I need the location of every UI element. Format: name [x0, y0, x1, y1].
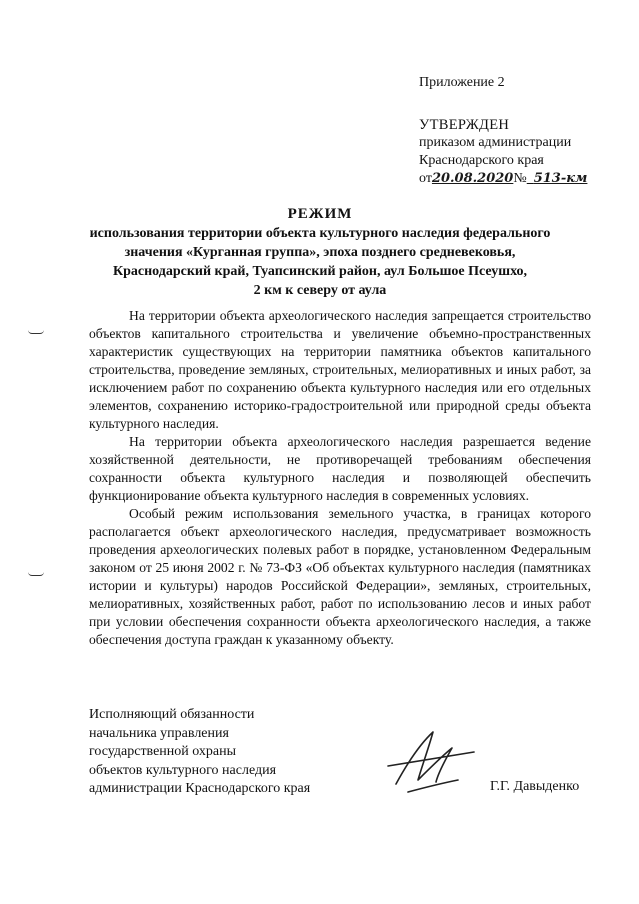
body-paragraph-1: На территории объекта археологического наследия запрещается строительство объектов капитального строительства и увеличение объемно-пространственных характеристик существующих на территории памятника объектов капитального строительства, проведение земляных, строительных, мелиоративных и иных работ, за исключением работ по сохранению объекта культурного наследия или его отдельных элементов, сохранению историко-градостроительной или природной среды объекта культурного наследия. [89, 308, 591, 431]
signatory-line-1: Исполняющий обязанности [89, 707, 255, 722]
approved-title: УТВЕРЖДЕН [419, 117, 510, 133]
order-number-spacer [527, 171, 534, 186]
appendix-label: Приложение 2 [419, 75, 505, 90]
order-prefix: от [419, 171, 432, 186]
heading-line-1: использования территории объекта культурного наследия федерального [89, 226, 551, 241]
signatory-name: Г.Г. Давыденко [490, 779, 580, 794]
order-number: 513-км [533, 171, 588, 186]
hole-punch-mark-top [28, 330, 44, 334]
body-paragraph-3: Особый режим использования земельного участка, в границах которого располагается объект археологического наследия, предусматривает возможность проведения археологических полевых работ в порядке, установленном Федеральным законом от 25 июня 2002 г. № 73-ФЗ «Об объектах культурного наследия (памятниках истории и культуры) народов Российской Федерации», земляных, строительных, мелиоративных, хозяйственных работ, работ по использованию лесов и иных работ при условии обеспечения сохранности объекта археологического наследия, а также обеспечения доступа граждан к указанному объекту. [89, 506, 591, 647]
order-date: 20.08.2020 [431, 171, 514, 186]
approved-by-line-2: Краснодарского края [419, 153, 544, 168]
document-body [89, 307, 591, 649]
signatory-line-3: государственной охраны [89, 744, 237, 759]
order-line [419, 170, 587, 188]
approved-by-line-1: приказом администрации [419, 135, 572, 150]
signatory-line-4: объектов культурного наследия [89, 762, 277, 778]
signatory-line-5: администрации Краснодарского края [89, 781, 311, 796]
signatory-line-2: начальника управления [89, 725, 229, 741]
heading-title: РЕЖИМ [287, 206, 353, 222]
heading-line-3: Краснодарский край, Туапсинский район, аул Большое Псеушхо, [112, 264, 528, 279]
handwritten-signature [378, 722, 478, 802]
approval-block [419, 116, 587, 188]
heading-line-2: значения «Курганная группа», эпоха позднего средневековья, [124, 245, 516, 260]
document-heading [60, 205, 580, 300]
body-paragraph-2: На территории объекта археологического наследия разрешается ведение хозяйственной деятельности, не противоречащей требованиям обеспечения сохранности объекта культурного наследия и позволяющей обеспечить функционирование объекта культурного наследия в современных условиях. [89, 434, 591, 503]
heading-line-4: 2 км к северу от аула [253, 283, 387, 298]
order-number-prefix: № [513, 171, 527, 186]
signatory-title [89, 706, 310, 799]
hole-punch-mark-bottom [28, 572, 44, 576]
